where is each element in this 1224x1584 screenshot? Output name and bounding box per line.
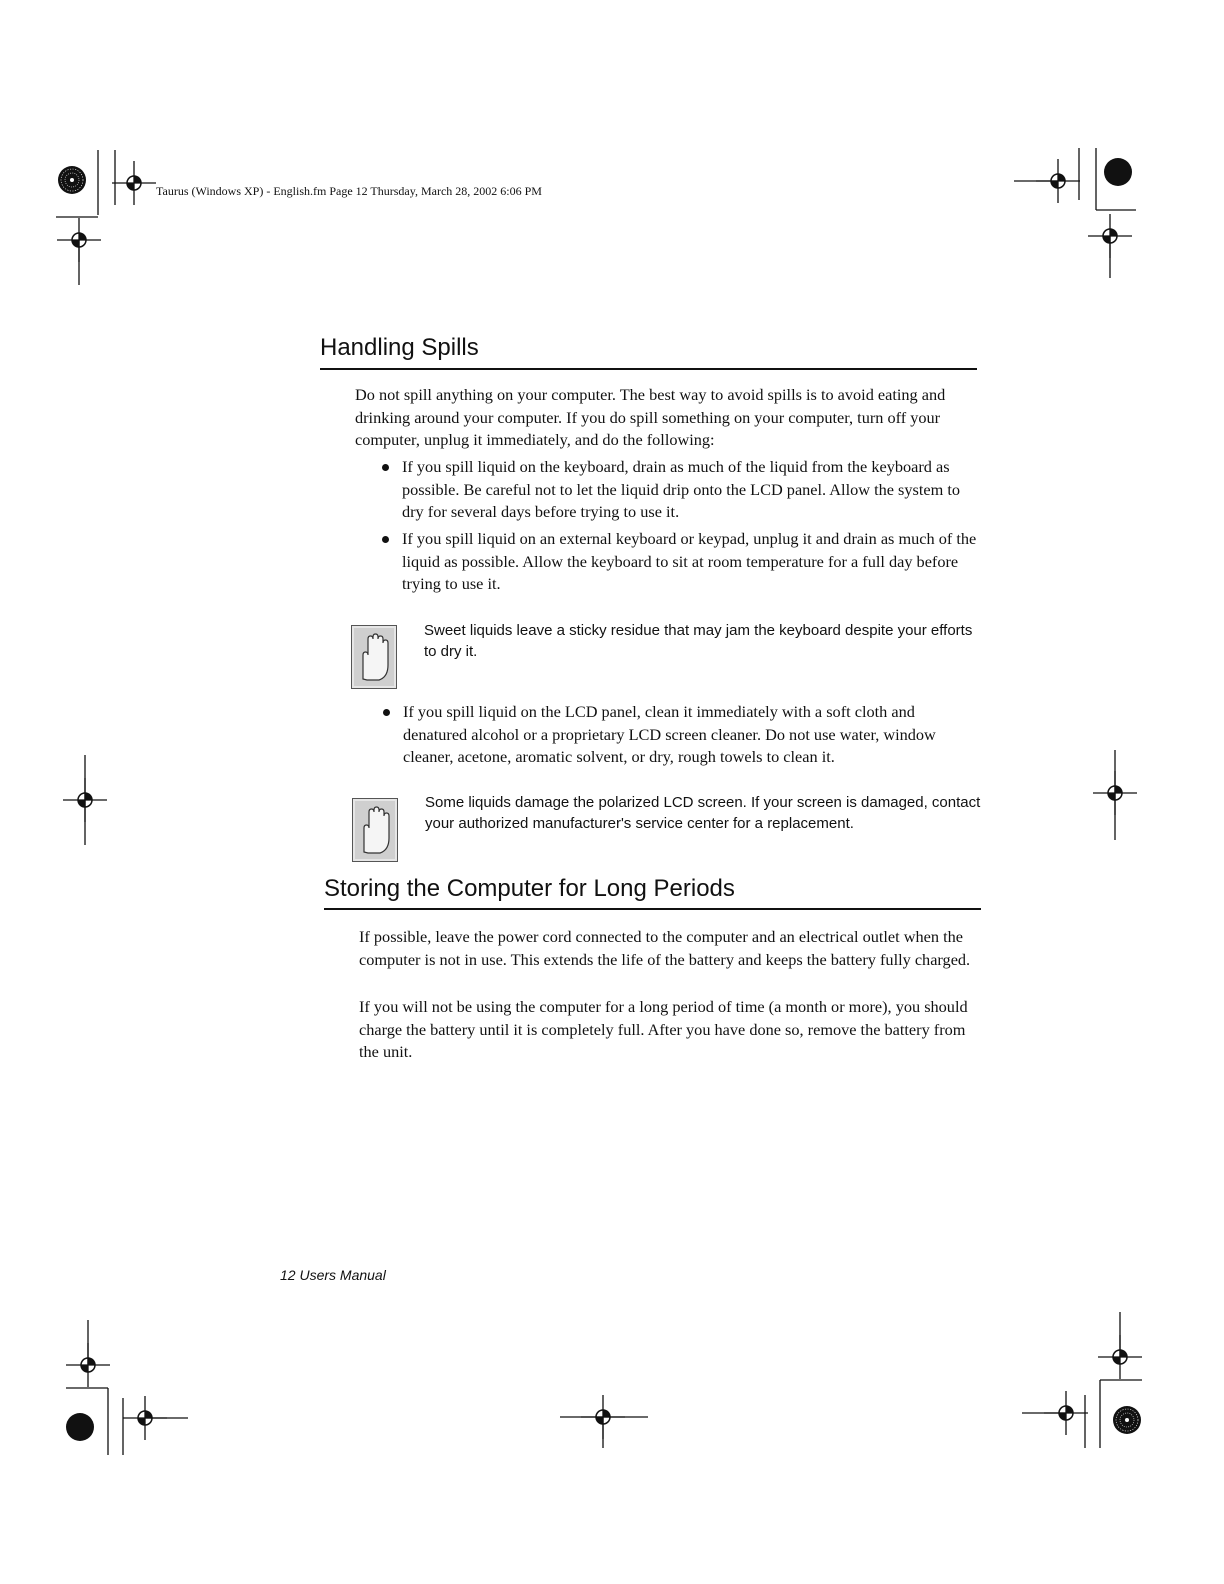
section-rule — [320, 368, 977, 370]
spoked-registration-icon — [1113, 1406, 1141, 1434]
bullet-icon — [383, 709, 390, 716]
intro-paragraph: Do not spill anything on your computer. The best way to avoid spills is to avoid eating and drinking around your computer. If you do spill something on your computer, turn off your computer, unplug it immediately, and do the following: — [355, 385, 946, 449]
bullet-icon — [382, 464, 389, 471]
caution-note: Sweet liquids leave a sticky residue that may jam the keyboard despite your efforts to dry it. — [424, 622, 973, 660]
list-item: If you spill liquid on the LCD panel, clean it immediately with a soft cloth and denatured alcohol or a proprietary LCD screen cleaner. Do not use water, window cleaner, acetone, aromatic solvent, or dry, rough towels to clean it. — [403, 701, 978, 769]
page-footer: 12 Users Manual — [280, 1267, 386, 1283]
section-title-handling-spills: Handling Spills — [320, 334, 479, 361]
paragraph: If possible, leave the power cord connected to the computer and an electrical outlet when the computer is not in use. This extends the life of the battery and keeps the battery fully charged. — [359, 927, 971, 969]
caution-note: Some liquids damage the polarized LCD screen. If your screen is damaged, contact your authorized manufacturer's service center for a replacement. — [425, 794, 981, 832]
list-item: If you spill liquid on the keyboard, drain as much of the liquid from the keyboard as possible. Be careful not to let the liquid drip onto the LCD panel. Allow the system to dry for several days before trying to use it. — [402, 456, 977, 524]
bullet-icon — [382, 536, 389, 543]
paragraph: If you will not be using the computer for a long period of time (a month or more), you should charge the battery until it is completely full. After you have done so, remove the battery from the unit. — [359, 997, 968, 1061]
crosshair-registration-icon — [112, 161, 156, 205]
list-item: If you spill liquid on an external keyboard or keypad, unplug it and drain as much of the liquid as possible. Allow the keyboard to sit at room temperature for a full day before trying to use it. — [402, 528, 977, 596]
caution-hand-icon — [351, 625, 397, 689]
section-title-storing-computer: Storing the Computer for Long Periods — [324, 875, 735, 902]
caution-hand-icon — [352, 798, 398, 862]
section-rule — [324, 908, 981, 910]
filled-registration-dot-icon — [1104, 158, 1132, 186]
file-slug-header: Taurus (Windows XP) - English.fm Page 12 Thursday, March 28, 2002 6:06 PM — [156, 184, 542, 198]
filled-registration-dot-icon — [66, 1413, 94, 1441]
spoked-registration-icon — [58, 166, 86, 194]
